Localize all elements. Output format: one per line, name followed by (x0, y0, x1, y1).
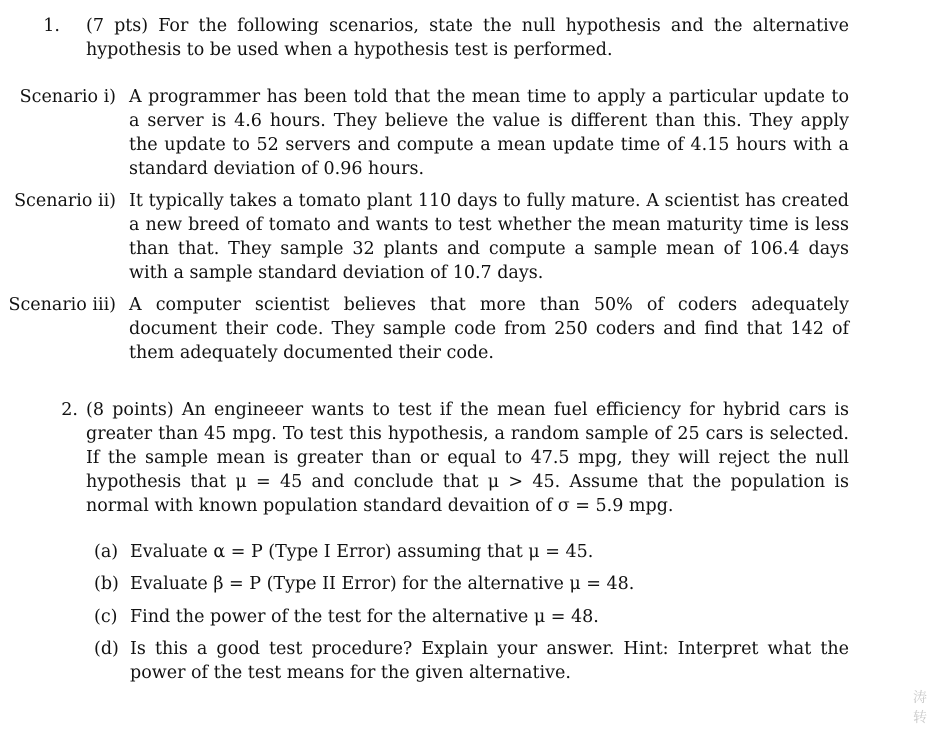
part-d-label: (d) (94, 639, 119, 659)
part-b-text: Evaluate β = P (Type II Error) for the alternative μ = 48. (130, 574, 635, 594)
part-c-label: (c) (94, 607, 118, 627)
question-1-number: 1. (43, 16, 60, 36)
corner-watermark-text: 涛转 (913, 690, 927, 726)
scenario-1-text: A programmer has been told that the mean time to apply a particular update to a server is 4.6 hours. They believe the value is different than this. They apply the update to 52 servers and compute a mean update time of 4.15 hours with a standard deviation of 0.96 hours. (129, 87, 849, 179)
scenario-3-label: Scenario iii) (8, 295, 116, 315)
part-a-label: (a) (94, 542, 119, 562)
part-d-text: Is this a good test procedure? Explain your answer. Hint: Interpret what the power of the test means for the given alternative. (130, 639, 849, 683)
question-1-text: (7 pts) For the following scenarios, state the null hypothesis and the alternative hypothesis to be used when a hypothesis test is performed. (86, 16, 849, 60)
scenario-3-text: A computer scientist believes that more than 50% of coders adequately document their code. They sample code from 250 coders and find that 142 of them adequately documented their code. (129, 295, 849, 363)
question-2-text: (8 points) An engineeer wants to test if the mean fuel efficiency for hybrid cars is greater than 45 mpg. To test this hypothesis, a random sample of 25 cars is selected. If the sample mean is greater than or equal to 47.5 mpg, they will reject the null hypothesis that μ = 45 and conclude that μ > 45. Assume that the population is normal with known population standard devaition of σ = 5.9 mpg. (86, 400, 849, 516)
part-a-text: Evaluate α = P (Type I Error) assuming that μ = 45. (130, 542, 594, 562)
part-b-label: (b) (94, 574, 119, 594)
scenario-2-text: It typically takes a tomato plant 110 days to fully mature. A scientist has created a new breed of tomato and wants to test whether the mean maturity time is less than that. They sample 32 plants and compute a sample mean of 106.4 days with a sample standard deviation of 10.7 days. (129, 191, 849, 283)
scenario-2-label: Scenario ii) (14, 191, 116, 211)
scenario-1-label: Scenario i) (19, 87, 116, 107)
question-2-number: 2. (61, 400, 78, 420)
part-c-text: Find the power of the test for the alternative μ = 48. (130, 607, 599, 627)
